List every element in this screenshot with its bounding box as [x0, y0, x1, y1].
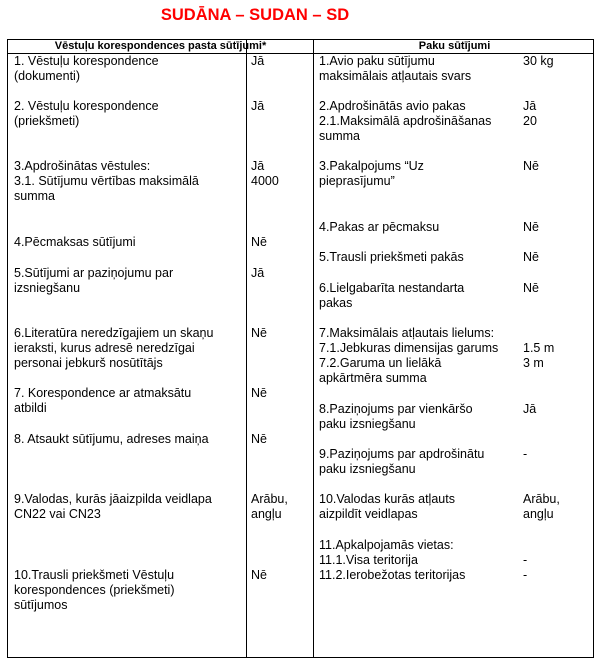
parcels-row-label: 11.Apkalpojamās vietas: 11.1.Visa teritorija 11.2.Ierobežotas teritorijas: [319, 538, 466, 582]
letters-row-label: 1. Vēstuļu korespondence (dokumenti): [14, 54, 159, 83]
letters-row-label: 9.Valodas, kurās jāaizpilda veidlapa CN22 vai CN23: [14, 492, 212, 521]
page-title: SUDĀNA – SUDAN – SD: [160, 6, 350, 24]
letters-row-value: Nē: [251, 386, 267, 400]
parcels-header: Paku sūtījumi: [418, 40, 491, 52]
letters-row-label: 2. Vēstuļu korespondence (priekšmeti): [14, 99, 159, 128]
parcels-row-value: Nē: [523, 281, 539, 295]
parcels-row-label: 8.Paziņojums par vienkāršo paku izsniegšanu: [319, 402, 473, 431]
letters-row-value: Nē: [251, 235, 267, 249]
letters-row-label: 3.Apdrošinātas vēstules: 3.1. Sūtījumu vērtības maksimālā summa: [14, 159, 199, 203]
letters-row-label: 5.Sūtījumi ar paziņojumu par izsniegšanu: [14, 266, 174, 295]
parcels-row-label: 6.Lielgabarīta nestandarta pakas: [319, 281, 465, 310]
parcels-row-value: Jā 20: [523, 99, 537, 128]
column-divider: [246, 40, 247, 657]
parcels-row-label: 9.Paziņojums par apdrošinātu paku izsniegšanu: [319, 447, 485, 476]
letters-row-label: 4.Pēcmaksas sūtījumi: [14, 235, 136, 249]
parcels-row-label: 10.Valodas kurās atļauts aizpildīt veidlapas: [319, 492, 455, 521]
parcels-row-value: - -: [523, 553, 528, 582]
parcels-row-label: 3.Pakalpojums “Uz pieprasījumu”: [319, 159, 424, 188]
parcels-row-value: Arābu, angļu: [523, 492, 560, 521]
letters-row-value: Nē: [251, 432, 267, 446]
parcels-row-value: Nē: [523, 220, 539, 234]
letters-row-label: 7. Korespondence ar atmaksātu atbildi: [14, 386, 192, 415]
parcels-row-value: Jā: [523, 402, 537, 416]
parcels-row-value: -: [523, 447, 528, 461]
parcels-row-value: Nē: [523, 250, 539, 264]
services-table: [7, 39, 594, 658]
letters-row-value: Jā: [251, 266, 265, 280]
letters-header: Vēstuļu korespondences pasta sūtījumi*: [54, 40, 267, 52]
letters-row-value: Jā 4000: [251, 159, 279, 188]
letters-row-value: Arābu, angļu: [251, 492, 288, 521]
parcels-row-value: 1.5 m 3 m: [523, 341, 555, 370]
column-divider: [313, 40, 314, 657]
parcels-row-label: 1.Avio paku sūtījumu maksimālais atļautais svars: [319, 54, 472, 83]
parcels-row-value: 30 kg: [523, 54, 554, 68]
letters-row-value: Jā: [251, 99, 265, 113]
letters-row-label: 8. Atsaukt sūtījumu, adreses maiņa: [14, 432, 209, 446]
parcels-row-label: 4.Pakas ar pēcmaksu: [319, 220, 440, 234]
letters-row-label: 6.Literatūra neredzīgajiem un skaņu ieraksti, kurus adresē neredzīgai personai jebkurš nosūtītājs: [14, 326, 214, 370]
letters-row-label: 10.Trausli priekšmeti Vēstuļu korespondences (priekšmeti) sūtījumos: [14, 568, 175, 612]
letters-row-value: Nē: [251, 568, 267, 582]
parcels-row-label: 2.Apdrošinātās avio pakas 2.1.Maksimālā apdrošināšanas summa: [319, 99, 492, 143]
letters-row-value: Nē: [251, 326, 267, 340]
parcels-row-label: 7.Maksimālais atļautais lielums: 7.1.Jebkuras dimensijas garums 7.2.Garuma un lielākā apkārtmēra summa: [319, 326, 499, 385]
parcels-row-value: Nē: [523, 159, 539, 173]
letters-row-value: Jā: [251, 54, 265, 68]
parcels-row-label: 5.Trausli priekšmeti pakās: [319, 250, 464, 264]
